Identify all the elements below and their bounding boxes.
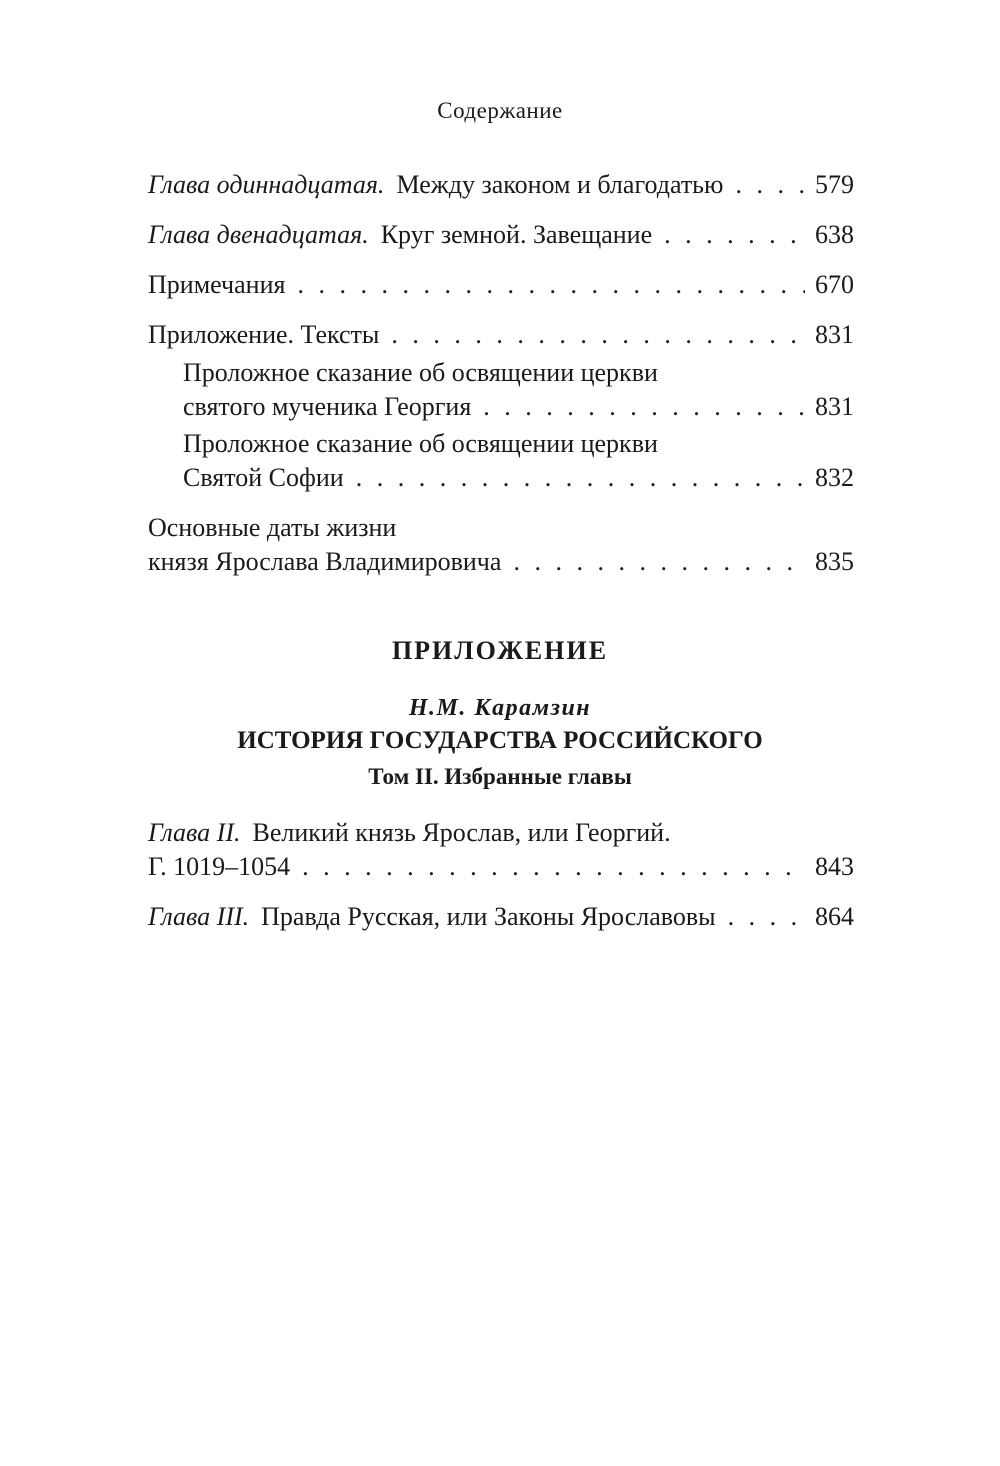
toc-leader-dots <box>483 390 805 424</box>
toc-entry-title: Правда Русская, или Законы Ярославовы <box>261 902 716 931</box>
toc-page-number: 832 <box>815 463 854 492</box>
appendix-heading: ПРИЛОЖЕНИЕ <box>391 636 609 665</box>
toc-page-number: 843 <box>815 852 854 881</box>
toc-chapter-label: Глава одиннадцатая. <box>148 170 385 199</box>
toc-entry-karamzin-chapter-3 <box>148 900 854 934</box>
toc-entry-title-line1: Великий князь Ярослав, или Георгий. <box>252 818 671 847</box>
toc-entry-title: Круг земной. Завещание <box>380 220 653 249</box>
toc-page-number: 835 <box>815 547 854 576</box>
toc-entry-title: Приложение. Тексты <box>148 320 380 349</box>
toc-page-number: 864 <box>815 902 854 931</box>
toc-page-number: 831 <box>815 320 854 349</box>
toc-entry-title-line1: Основные даты жизни <box>148 513 397 542</box>
toc-entry-appendix-texts <box>148 318 854 352</box>
toc-page-number: 638 <box>815 220 854 249</box>
toc-entry-chapter-12 <box>148 218 854 252</box>
toc-entry-title-line2: Г. 1019–1054 <box>148 852 291 881</box>
toc-entry-title-line1: Проложное сказание об освящении церкви <box>183 358 658 387</box>
toc-leader-dots <box>297 268 805 302</box>
appendix-author: Н.М. Карамзин <box>408 695 592 721</box>
toc-entry-karamzin-chapter-2 <box>148 816 854 884</box>
appendix-volume: Том II. Избранные главы <box>368 764 632 789</box>
toc-entry-title-line2: святого мученика Георгия <box>183 392 472 421</box>
toc-chapter-label: Глава II. <box>148 818 241 847</box>
toc-page-number: 670 <box>815 270 854 299</box>
toc-leader-dots <box>513 545 805 579</box>
toc-page-number: 831 <box>815 392 854 421</box>
toc-entry-title-line1: Проложное сказание об освящении церкви <box>183 429 658 458</box>
toc-page-number: 579 <box>815 170 854 199</box>
toc-entry-chapter-11 <box>148 168 854 202</box>
toc-leader-dots <box>356 461 805 495</box>
running-head: Содержание <box>437 98 563 123</box>
appendix-book-title: ИСТОРИЯ ГОСУДАРСТВА РОССИЙСКОГО <box>237 727 763 754</box>
toc-entry-notes <box>148 268 854 302</box>
toc-leader-dots <box>302 850 805 884</box>
toc-leader-dots <box>664 218 805 252</box>
toc-leader-dots <box>391 318 805 352</box>
toc-leader-dots <box>728 900 805 934</box>
toc-entry-title-line2: Святой Софии <box>183 463 344 492</box>
toc-subentry-sophia-church <box>183 427 854 495</box>
toc-chapter-label: Глава III. <box>148 902 250 931</box>
toc-entry-title: Между законом и благодатью <box>396 170 724 199</box>
toc-chapter-label: Глава двенадцатая. <box>148 220 369 249</box>
toc-subentry-george-church <box>183 356 854 424</box>
toc-entry-title: Примечания <box>148 270 286 299</box>
toc-leader-dots <box>735 168 805 202</box>
toc-entry-dates <box>148 511 854 579</box>
toc-entry-title-line2: князя Ярослава Владимировича <box>148 547 502 576</box>
